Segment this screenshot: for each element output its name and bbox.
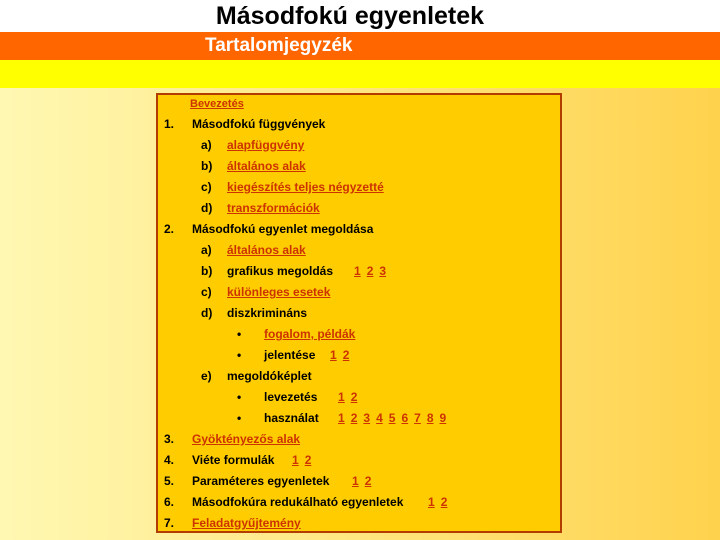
page-link[interactable]: 5 xyxy=(388,411,396,425)
link-gyoktenyezos-alak[interactable]: Gyöktényezős alak xyxy=(192,432,301,446)
link-altalanos-alak-2[interactable]: általános alak xyxy=(227,243,306,257)
link-transzformaciok[interactable]: transzformációk xyxy=(227,201,320,215)
bullet-icon: • xyxy=(237,327,242,341)
page-links xyxy=(292,451,311,469)
toc-panel: Bevezetés 1. Másodfokú függvények a) alapfüggvény b) általános alak c) kiegészítés teljes négyzetté d) transzformációk 2. Másodfokú egyenlet megoldása a) általános alak b) grafikus megoldás 1 2 3 c) különleges esetek d) diszkrimináns • fogalom, példák • jelentése 1 2 e) megoldóképlet • levezetés 1 2 • használat 1 2 3 4 5 6 7 8 9 3. Gyöktényezős alak 4. Viéte formulák 1 2 5. Paraméteres egyenletek 1 2 6. Másodfokúra redukálható egyenletek 1 2 7. Feladatgyűjtemény xyxy=(156,93,562,533)
subtitle: Tartalomjegyzék xyxy=(205,35,353,56)
page-link[interactable]: 2 xyxy=(350,390,358,404)
page-link[interactable]: 1 xyxy=(338,411,345,425)
page-link[interactable]: 2 xyxy=(350,411,358,425)
page-link[interactable]: 3 xyxy=(363,411,371,425)
link-bevezetes[interactable]: Bevezetés xyxy=(190,98,244,110)
page-link[interactable]: 4 xyxy=(376,411,383,425)
page-link[interactable]: 2 xyxy=(304,453,312,467)
page-link[interactable]: 1 xyxy=(338,390,345,404)
link-altalanos-alak-1[interactable]: általános alak xyxy=(227,159,306,173)
bullet-icon: • xyxy=(237,348,242,362)
page-links xyxy=(330,346,349,364)
page-link[interactable]: 3 xyxy=(379,264,387,278)
page-link[interactable]: 2 xyxy=(364,474,372,488)
link-kiegeszites[interactable]: kiegészítés teljes négyzetté xyxy=(227,180,384,194)
page-link[interactable]: 2 xyxy=(366,264,374,278)
page-link[interactable]: 1 xyxy=(352,474,359,488)
page-link[interactable]: 6 xyxy=(401,411,409,425)
page-links xyxy=(338,388,357,406)
page-links xyxy=(338,409,446,427)
page-link[interactable]: 1 xyxy=(292,453,299,467)
page-link[interactable]: 1 xyxy=(330,348,337,362)
page-links xyxy=(352,472,371,490)
page-links xyxy=(354,262,386,280)
header-band xyxy=(0,32,720,60)
link-feladatgyujtemeny[interactable]: Feladatgyűjtemény xyxy=(192,516,301,530)
page-title: Másodfokú egyenletek xyxy=(215,2,485,30)
accent-band xyxy=(0,60,720,88)
link-alapfuggveny[interactable]: alapfüggvény xyxy=(227,138,305,152)
page-link[interactable]: 7 xyxy=(414,411,421,425)
page-links xyxy=(428,493,447,511)
page-link[interactable]: 2 xyxy=(342,348,350,362)
link-kulonleges-esetek[interactable]: különleges esetek xyxy=(227,285,331,299)
bullet-icon: • xyxy=(237,390,242,404)
link-fogalom-peldak[interactable]: fogalom, példák xyxy=(264,327,356,341)
page-link[interactable]: 1 xyxy=(354,264,361,278)
page-link[interactable]: 2 xyxy=(440,495,448,509)
page-link[interactable]: 9 xyxy=(439,411,447,425)
page-link[interactable]: 1 xyxy=(428,495,435,509)
page-link[interactable]: 8 xyxy=(426,411,434,425)
bullet-icon: • xyxy=(237,411,242,425)
